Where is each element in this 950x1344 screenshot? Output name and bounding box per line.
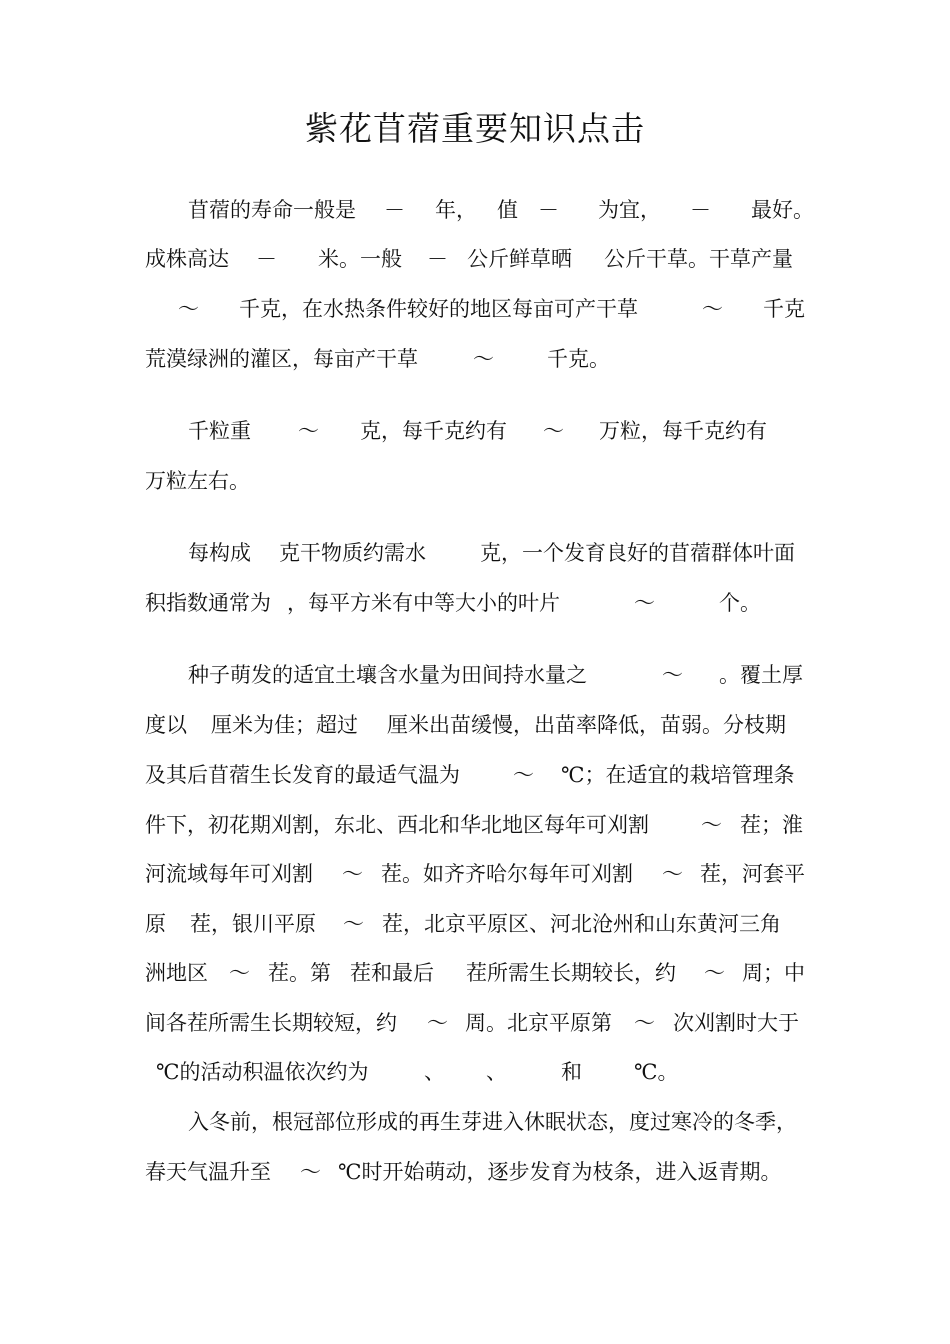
- text-segment: 间各茬所需生长期较短，约: [145, 1011, 397, 1035]
- text-segment: 米。一般: [318, 247, 402, 271]
- text-segment: 河流域每年可刈割: [145, 862, 313, 886]
- text-segment: ～: [473, 347, 494, 371]
- text-segment: 克，每千克约有: [360, 419, 507, 443]
- text-segment: 厘米出苗缓慢，出苗率降低，苗弱。分枝期: [387, 713, 786, 737]
- text-segment: ～: [300, 1160, 321, 1184]
- text-segment: －: [256, 247, 277, 271]
- text-segment: 茬。第: [268, 961, 331, 985]
- text-segment: ～: [178, 297, 199, 321]
- text-segment: 和: [561, 1060, 582, 1084]
- text-segment: －: [690, 198, 711, 222]
- text-segment: 公斤鲜草晒: [467, 247, 572, 271]
- text-segment: 件下，初花期刈割，东北、西北和华北地区每年可刈割: [145, 813, 649, 837]
- text-segment: 入冬前，根冠部位形成的再生芽进入休眠状态，度过寒冷的冬季，: [188, 1110, 797, 1134]
- text-segment: 周；中: [742, 961, 805, 985]
- text-segment: 千粒重: [188, 419, 251, 443]
- text-segment: ～: [702, 297, 723, 321]
- text-segment: 积指数通常为: [145, 591, 271, 615]
- text-segment: 克干物质约需水: [279, 541, 426, 565]
- text-segment: ℃时开始萌动，逐步发育为枝条，进入返青期。: [338, 1160, 782, 1184]
- text-segment: 茬；淮: [740, 813, 803, 837]
- text-segment: ～: [229, 961, 250, 985]
- page-title: 紫花苜蓿重要知识点击: [305, 109, 645, 148]
- text-segment: 、: [486, 1060, 507, 1084]
- text-segment: 克，一个发育良好的苜蓿群体叶面: [480, 541, 795, 565]
- text-segment: ～: [634, 591, 655, 615]
- text-segment: ～: [662, 663, 683, 687]
- text-segment: 茬，银川平原: [190, 912, 316, 936]
- text-segment: ～: [343, 912, 364, 936]
- text-segment: ℃的活动积温依次约为: [156, 1060, 369, 1084]
- text-segment: ～: [342, 862, 363, 886]
- text-segment: 及其后苜蓿生长发育的最适气温为: [145, 763, 460, 787]
- text-segment: 千克: [763, 297, 805, 321]
- text-segment: ～: [634, 1011, 655, 1035]
- text-segment: 值: [497, 198, 518, 222]
- text-segment: 个。: [719, 591, 761, 615]
- text-segment: 千克，在水热条件较好的地区每亩可产干草: [239, 297, 638, 321]
- text-segment: ～: [427, 1011, 448, 1035]
- text-segment: 茬。如齐齐哈尔每年可刈割: [381, 862, 633, 886]
- text-segment: －: [538, 198, 559, 222]
- text-segment: 苜蓿的寿命一般是: [188, 198, 356, 222]
- text-segment: 茬所需生长期较长，约: [466, 961, 676, 985]
- text-segment: 洲地区: [145, 961, 208, 985]
- text-segment: 次刈割时大于: [673, 1011, 799, 1035]
- text-segment: 每构成: [188, 541, 251, 565]
- text-segment: 。覆土厚: [719, 663, 803, 687]
- text-segment: ，每平方米有中等大小的叶片: [287, 591, 560, 615]
- text-segment: ～: [701, 813, 722, 837]
- text-segment: 、: [424, 1060, 445, 1084]
- text-segment: 公斤干草。干草产量: [604, 247, 793, 271]
- text-segment: 万粒，每千克约有: [599, 419, 767, 443]
- text-segment: 荒漠绿洲的灌区，每亩产干草: [145, 347, 418, 371]
- text-segment: ～: [662, 862, 683, 886]
- text-segment: 千克。: [547, 347, 610, 371]
- text-segment: 茬和最后: [350, 961, 434, 985]
- text-segment: ～: [513, 763, 534, 787]
- text-segment: 万粒左右。: [145, 469, 250, 493]
- text-segment: 原: [145, 912, 166, 936]
- text-segment: ～: [704, 961, 725, 985]
- text-segment: －: [384, 198, 405, 222]
- text-segment: 种子萌发的适宜土壤含水量为田间持水量之: [188, 663, 587, 687]
- text-segment: 年，: [435, 198, 477, 222]
- text-segment: ℃；在适宜的栽培管理条: [561, 763, 795, 787]
- text-segment: 成株高达: [145, 247, 229, 271]
- text-segment: ～: [543, 419, 564, 443]
- text-segment: 厘米为佳；超过: [211, 713, 358, 737]
- text-segment: 最好。: [751, 198, 814, 222]
- text-segment: 茬，河套平: [700, 862, 805, 886]
- text-segment: 春天气温升至: [145, 1160, 271, 1184]
- text-segment: 茬，北京平原区、河北沧州和山东黄河三角: [382, 912, 781, 936]
- text-segment: －: [427, 247, 448, 271]
- text-segment: ～: [298, 419, 319, 443]
- text-segment: 周。北京平原第: [465, 1011, 612, 1035]
- text-segment: 度以: [145, 713, 187, 737]
- text-segment: 为宜，: [598, 198, 661, 222]
- text-segment: ℃。: [634, 1060, 679, 1084]
